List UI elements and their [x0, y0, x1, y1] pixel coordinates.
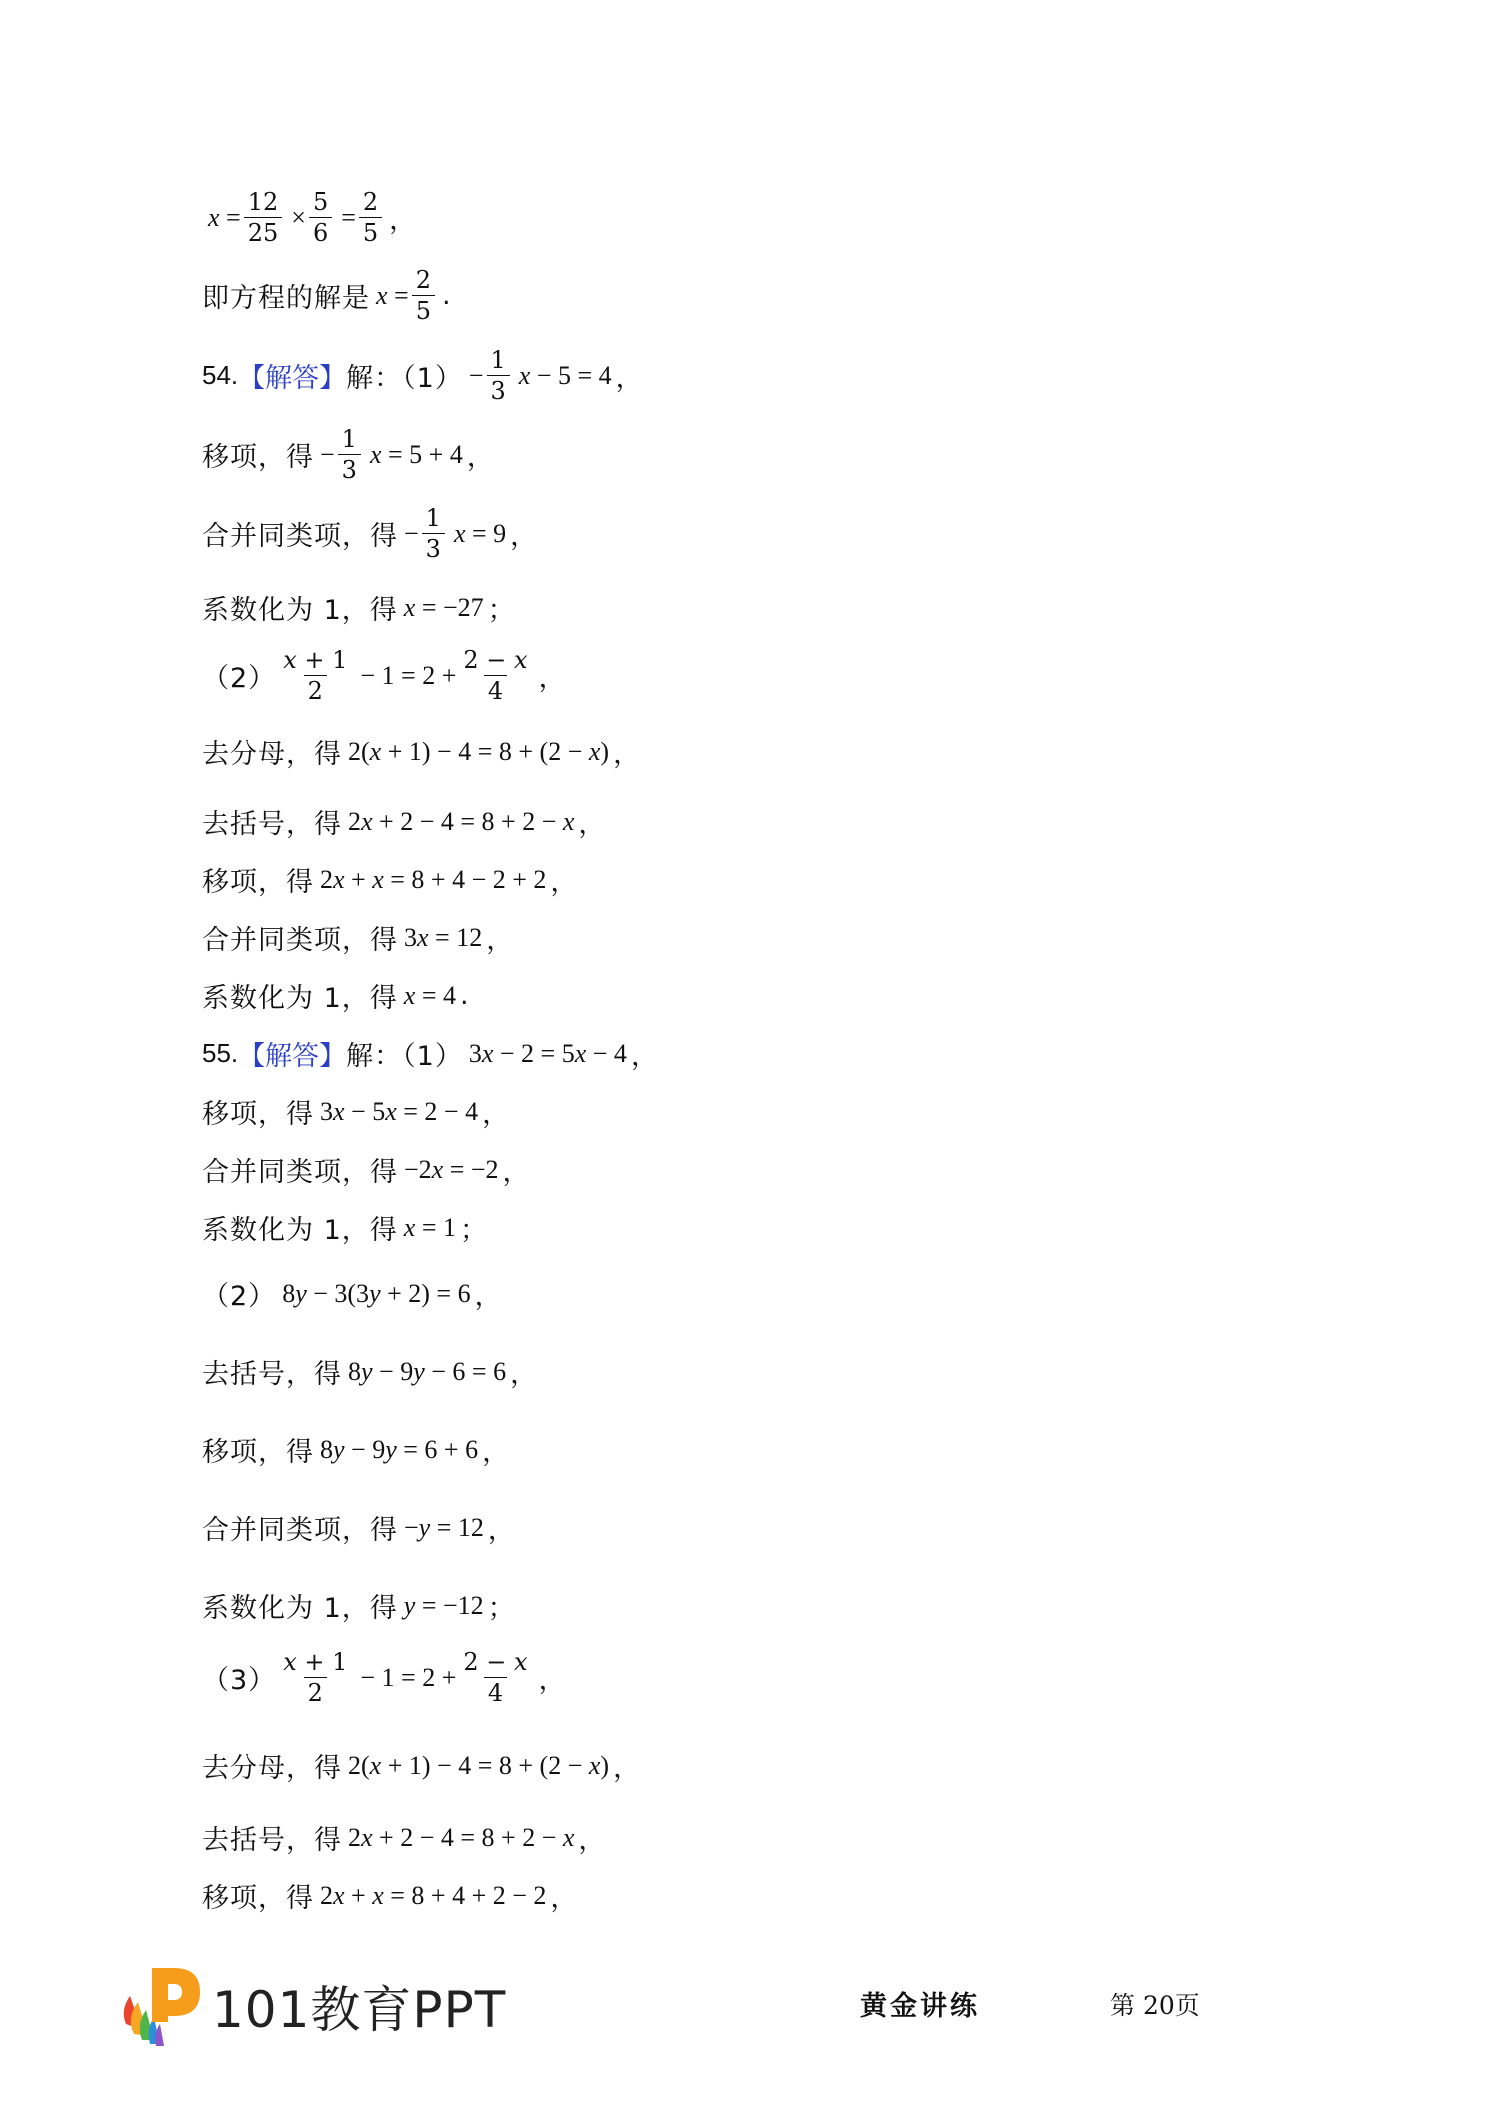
- text-line: 即方程的解是 x = $\frac{2}{5}$ .: [202, 266, 451, 325]
- text-line: 系数化为 1，得 x = −27 ；: [202, 592, 515, 626]
- equation-line: x = $\frac{12}{25}$ × $\frac{5}{6}$ = $\frac{2}{5}$ ，: [208, 188, 417, 247]
- text-line: 移项，得 − $\frac{1}{3}$ x = 5 + 4 ，: [202, 425, 494, 484]
- text-line: 移项，得 2x + x = 8 + 4 + 2 − 2 ，: [202, 1880, 578, 1914]
- question-54-header: 54. 【解答】 解：（1） − $\frac{1}{3}$ x − 5 = 4 ，: [202, 346, 643, 405]
- text-line: （2） 8y − 3(3y + 2) = 6 ，: [202, 1278, 502, 1312]
- text-line: 去括号，得 8y − 9y − 6 = 6 ，: [202, 1356, 538, 1390]
- text-line: （2） $\frac{x + 1}{2}$ − 1 = 2 + $\frac{2 - x}{4}$ ，: [202, 646, 566, 705]
- brand-logo-icon: [112, 1960, 204, 2052]
- text-line: 移项，得 2x + x = 8 + 4 − 2 + 2 ，: [202, 864, 578, 898]
- text-line: 系数化为 1，得 x = 1 ；: [202, 1212, 487, 1246]
- text-line: 合并同类项，得 −y = 12 ，: [202, 1512, 515, 1546]
- brand-name: 101教育PPT: [212, 1981, 507, 2039]
- text-line: 移项，得 3x − 5x = 2 − 4 ，: [202, 1096, 510, 1130]
- text-line: 合并同类项，得 3x = 12 ，: [202, 922, 514, 956]
- text-line: 去分母，得 2(x + 1) − 4 = 8 + (2 − x) ，: [202, 1750, 641, 1784]
- text-line: 去分母，得 2(x + 1) − 4 = 8 + (2 − x) ，: [202, 736, 641, 770]
- text-line: 移项，得 8y − 9y = 6 + 6 ，: [202, 1434, 510, 1468]
- question-55-header: 55. 【解答】 解：（1） 3x − 2 = 5x − 4 ，: [202, 1038, 658, 1072]
- text-line: （3） $\frac{x + 1}{2}$ − 1 = 2 + $\frac{2 - x}{4}$ ，: [202, 1648, 566, 1707]
- footer-title: 黄金讲练: [860, 1991, 980, 2022]
- text-line: 系数化为 1，得 y = −12 ；: [202, 1590, 515, 1624]
- text-line: 系数化为 1，得 x = 4 .: [202, 980, 469, 1014]
- text-line: 去括号，得 2x + 2 − 4 = 8 + 2 − x ，: [202, 806, 606, 840]
- page-number: 第 20页: [1110, 1991, 1200, 2020]
- text-line: 合并同类项，得 − $\frac{1}{3}$ x = 9 ，: [202, 504, 538, 563]
- brand-logo: [112, 1960, 506, 2052]
- text-line: 合并同类项，得 −2x = −2 ，: [202, 1154, 530, 1188]
- text-line: 去括号，得 2x + 2 − 4 = 8 + 2 − x ，: [202, 1822, 606, 1856]
